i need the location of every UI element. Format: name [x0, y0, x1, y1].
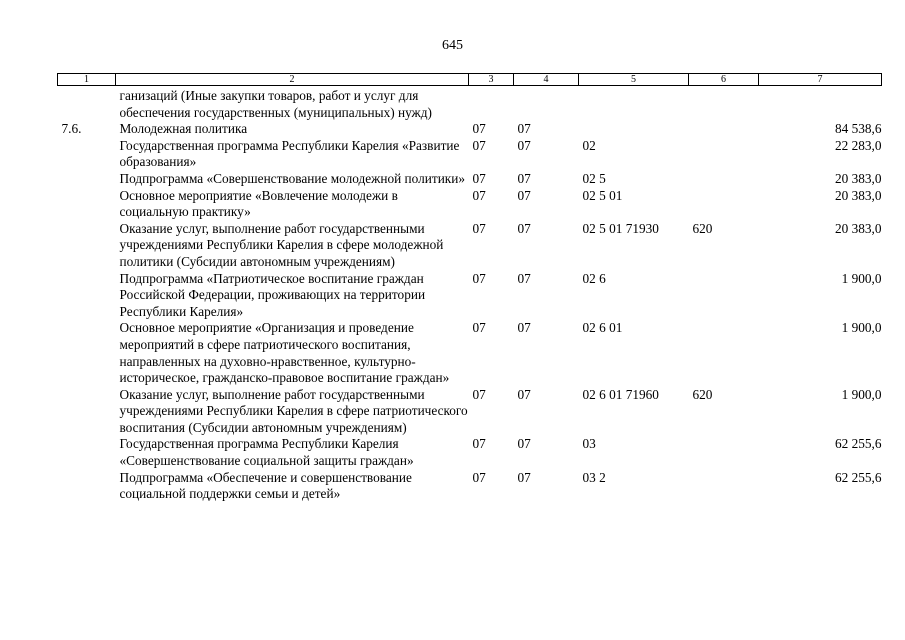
- row-amount: 1 900,0: [841, 386, 882, 402]
- row-section: 07: [472, 187, 486, 203]
- row-name: Оказание услуг, выполнение работ государственными учреждениями Республики Карелия в сфере патриотического воспитания (Субсидии автономным учреждениям): [119, 386, 468, 435]
- row-number: [58, 221, 116, 271]
- row-section: 07: [472, 469, 486, 485]
- row-amount: 20 383,0: [834, 170, 882, 186]
- row-target: 03 2: [582, 469, 606, 485]
- row-expense-type: [689, 271, 759, 321]
- row-name: Молодежная политика: [119, 121, 248, 137]
- row-target: [579, 86, 689, 122]
- column-header: 3: [469, 74, 514, 86]
- row-number: [58, 271, 116, 321]
- row-amount: 20 383,0: [834, 187, 882, 203]
- row-amount: [759, 86, 882, 122]
- row-name: ганизаций (Иные закупки товаров, работ и услуг для обеспечения государственных (муниципальных) нужд): [119, 88, 432, 120]
- row-target: 02: [582, 137, 596, 153]
- column-header: 7: [759, 74, 882, 86]
- row-section: [469, 86, 514, 122]
- budget-table: [57, 73, 882, 503]
- table-row: [58, 470, 882, 503]
- row-number: [58, 171, 116, 188]
- row-name: Оказание услуг, выполнение работ государственными учреждениями Республики Карелия в сфере молодежной политики (Субсидии автономным учреждениям): [119, 220, 444, 269]
- row-target: 02 6 01 71960: [582, 386, 659, 402]
- row-number: 7.6.: [61, 121, 82, 137]
- row-expense-type: [689, 121, 759, 138]
- row-section: 07: [472, 270, 486, 286]
- table-row: [58, 121, 882, 138]
- row-section: 07: [472, 386, 486, 402]
- row-expense-type: [689, 470, 759, 503]
- row-target: [579, 121, 689, 138]
- row-name: Основное мероприятие «Вовлечение молодежи в социальную практику»: [119, 187, 398, 220]
- row-subsection: 07: [517, 436, 531, 452]
- table-row: [58, 86, 882, 122]
- row-amount: 1 900,0: [841, 270, 882, 286]
- row-amount: 20 383,0: [834, 220, 882, 236]
- row-target: 02 6 01: [582, 320, 623, 336]
- table-row: [58, 271, 882, 321]
- row-number: [58, 320, 116, 386]
- row-amount: 62 255,6: [834, 436, 882, 452]
- row-subsection: 07: [517, 220, 531, 236]
- row-name: Подпрограмма «Совершенствование молодежной политики»: [119, 170, 466, 186]
- row-subsection: [514, 86, 579, 122]
- row-section: 07: [472, 121, 486, 137]
- column-header: 4: [514, 74, 579, 86]
- row-number: [58, 86, 116, 122]
- row-target: 03: [582, 436, 596, 452]
- row-subsection: 07: [517, 469, 531, 485]
- table-row: [58, 188, 882, 221]
- row-amount: 1 900,0: [841, 320, 882, 336]
- column-number-row: [58, 74, 882, 86]
- row-target: 02 5 01: [582, 187, 623, 203]
- row-section: 07: [472, 436, 486, 452]
- table-row: [58, 221, 882, 271]
- row-expense-type: [689, 86, 759, 122]
- row-number: [58, 138, 116, 171]
- row-expense-type: 620: [692, 220, 713, 236]
- row-subsection: 07: [517, 170, 531, 186]
- row-expense-type: [689, 171, 759, 188]
- row-number: [58, 188, 116, 221]
- row-amount: 22 283,0: [834, 137, 882, 153]
- row-section: 07: [472, 170, 486, 186]
- row-number: [58, 436, 116, 469]
- row-subsection: 07: [517, 187, 531, 203]
- row-section: 07: [472, 320, 486, 336]
- page-number: 645: [442, 38, 463, 53]
- table-row: [58, 138, 882, 171]
- row-subsection: 07: [517, 137, 531, 153]
- row-expense-type: [689, 436, 759, 469]
- row-amount: 84 538,6: [834, 121, 882, 137]
- row-amount: 62 255,6: [834, 469, 882, 485]
- row-subsection: 07: [517, 386, 531, 402]
- row-expense-type: 620: [692, 386, 713, 402]
- row-target: 02 5: [582, 170, 606, 186]
- row-section: 07: [472, 137, 486, 153]
- row-expense-type: [689, 138, 759, 171]
- row-expense-type: [689, 188, 759, 221]
- row-subsection: 07: [517, 320, 531, 336]
- row-target: 02 6: [582, 270, 606, 286]
- column-header: 5: [579, 74, 689, 86]
- row-name: Подпрограмма «Патриотическое воспитание граждан Российской Федерации, проживающих на территории Республики Карелия»: [119, 270, 426, 319]
- row-subsection: 07: [517, 270, 531, 286]
- table-row: [58, 387, 882, 437]
- column-header: 1: [58, 74, 116, 86]
- row-number: [58, 387, 116, 437]
- row-expense-type: [689, 320, 759, 386]
- row-section: 07: [472, 220, 486, 236]
- row-name: Государственная программа Республики Карелия «Совершенствование социальной защиты граждан»: [119, 436, 414, 469]
- row-number: [58, 470, 116, 503]
- table-row: [58, 436, 882, 469]
- row-name: Основное мероприятие «Организация и проведение мероприятий в сфере патриотического воспитания, направленных на духовно-нравственное, культурно-историческое, гражданско-правовое воспитание граждан»: [119, 320, 450, 386]
- table-row: [58, 320, 882, 386]
- column-header: 2: [116, 74, 469, 86]
- row-subsection: 07: [517, 121, 531, 137]
- table-row: [58, 171, 882, 188]
- row-target: 02 5 01 71930: [582, 220, 659, 236]
- column-header: 6: [689, 74, 759, 86]
- row-name: Государственная программа Республики Карелия «Развитие образования»: [119, 137, 460, 170]
- row-name: Подпрограмма «Обеспечение и совершенствование социальной поддержки семьи и детей»: [119, 469, 412, 502]
